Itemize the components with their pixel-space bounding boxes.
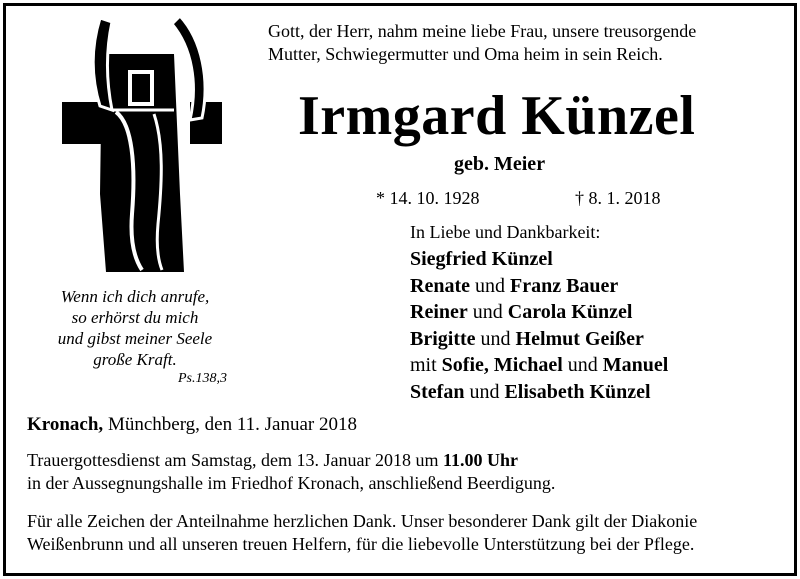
mourner-line: Brigitte und Helmut Geißer: [410, 327, 644, 350]
crucifix-icon: [62, 14, 222, 276]
psalm-line: und gibst meiner Seele: [57, 329, 213, 348]
service-line-1: Trauergottesdienst am Samstag, dem 13. Januar 2018 um 11.00 Uhr: [27, 450, 518, 470]
mourner-line: Renate und Franz Bauer: [410, 274, 619, 297]
mourner-line: Stefan und Elisabeth Künzel: [410, 380, 651, 403]
psalm-line: Wenn ich dich anrufe,: [60, 287, 210, 306]
thanks-line-2: Weißenbrunn und all unseren treuen Helfern, für die liebevolle Unterstützung bei der Pflege.: [27, 534, 695, 554]
mourners-heading: In Liebe und Dankbarkeit:: [410, 222, 601, 242]
deceased-name: Irmgard Künzel: [298, 85, 696, 147]
service-line-2: in der Aussegnungshalle im Friedhof Kronach, anschließend Beerdigung.: [27, 473, 556, 493]
birth-date: * 14. 10. 1928: [376, 188, 480, 208]
intro-text: [268, 20, 696, 66]
mourner-line: Siegfried Künzel: [410, 248, 553, 270]
psalm-line: so erhörst du mich: [71, 308, 199, 327]
mourner-line: mit Sofie, Michael und Manuel: [410, 354, 669, 376]
mourner-line: Reiner und Carola Künzel: [410, 301, 633, 323]
mourners-list: [410, 246, 668, 405]
thanks-text: [27, 510, 697, 556]
maiden-name: geb. Meier: [454, 153, 546, 175]
death-date: † 8. 1. 2018: [575, 188, 661, 208]
place-and-date: [27, 414, 357, 436]
psalm-line: große Kraft.: [93, 350, 177, 369]
psalm-quote: [40, 286, 230, 370]
place-rest: Münchberg, den 11. Januar 2018: [103, 414, 357, 435]
place-town: Kronach,: [27, 414, 104, 435]
funeral-service-info: [27, 449, 555, 495]
thanks-line-1: Für alle Zeichen der Anteilnahme herzlichen Dank. Unser besonderer Dank gilt der Diakonie: [27, 511, 698, 531]
psalm-reference: Ps.138,3: [178, 371, 227, 386]
intro-line-2: Mutter, Schwiegermutter und Oma heim in sein Reich.: [268, 44, 663, 64]
service-time: 11.00 Uhr: [442, 450, 518, 470]
intro-line-1: Gott, der Herr, nahm meine liebe Frau, unsere treusorgende: [268, 21, 697, 41]
